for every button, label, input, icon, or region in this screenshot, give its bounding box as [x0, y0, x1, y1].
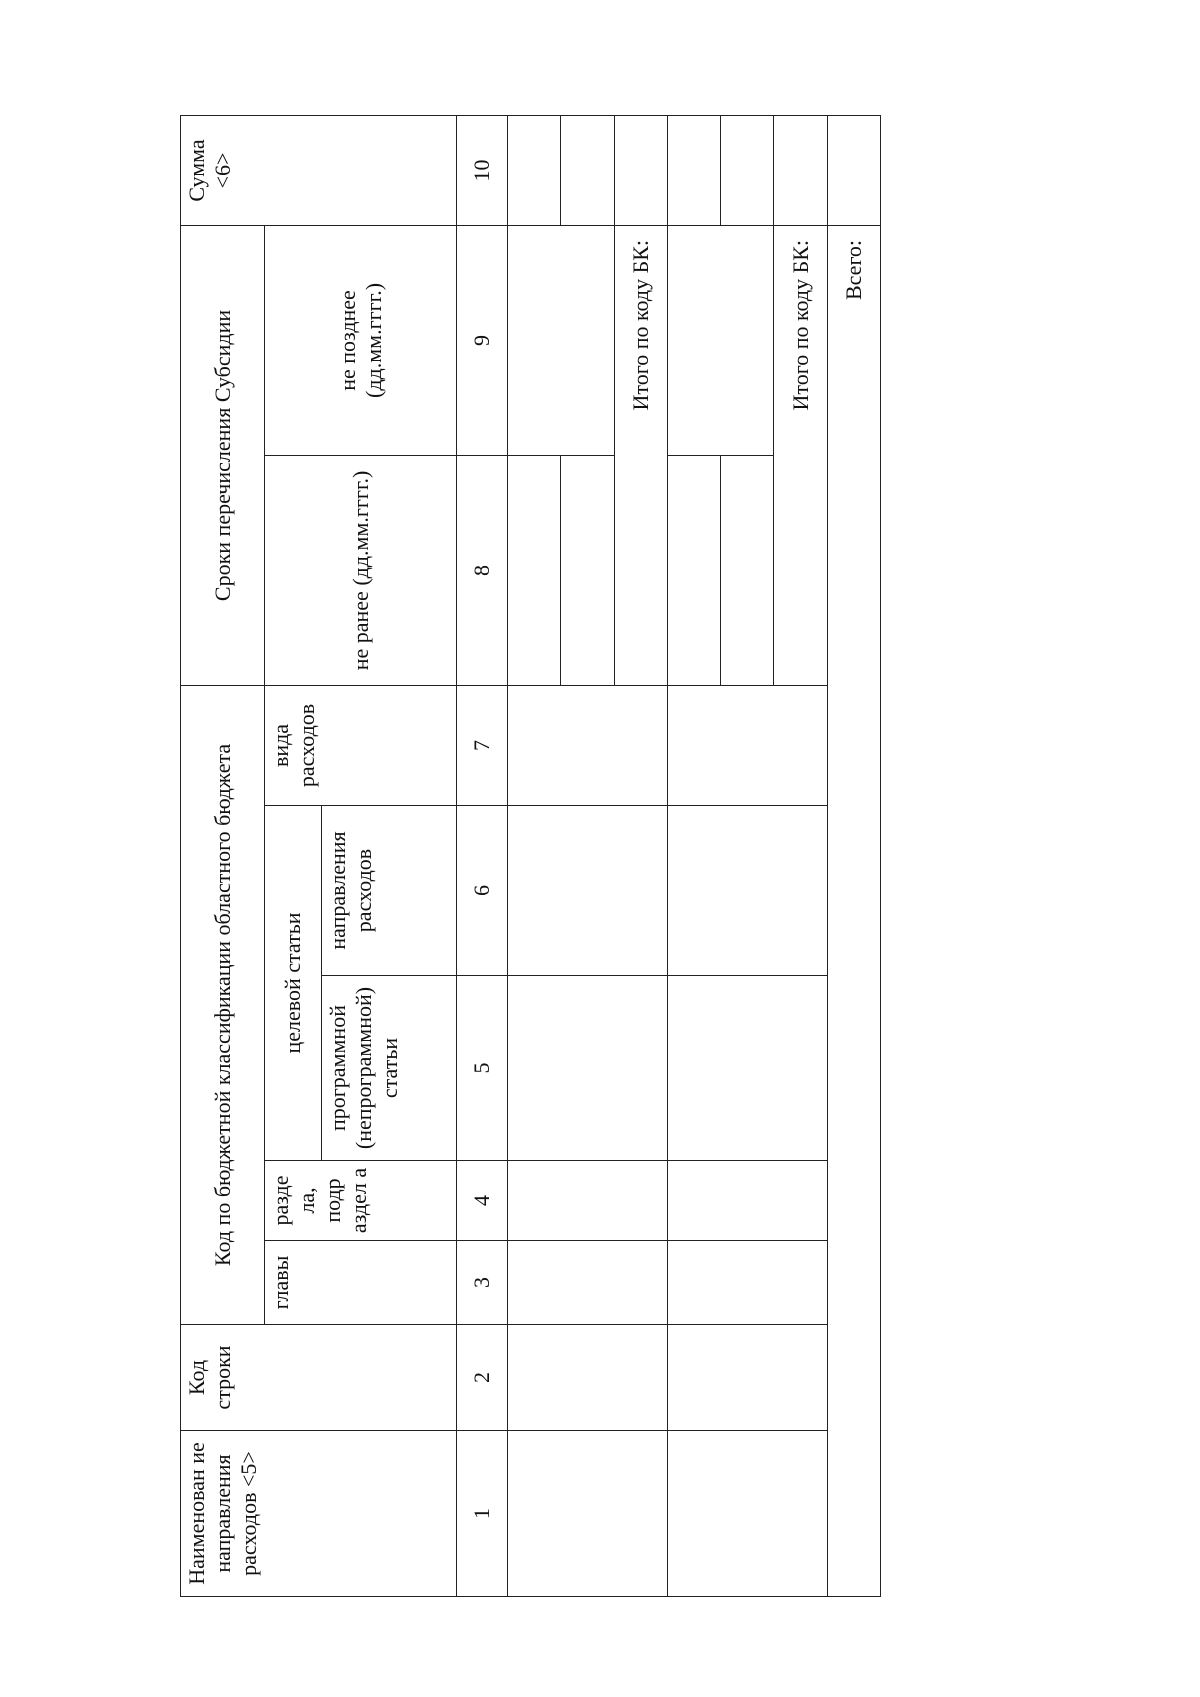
column-number: 6 [456, 806, 507, 976]
expense-type-cell [667, 685, 827, 805]
not-earlier-cell [721, 455, 774, 685]
program-article-cell [667, 976, 827, 1161]
grand-total-label: Всего: [827, 225, 880, 1596]
header-line-code: Код строки [181, 1325, 457, 1431]
header-row-1 [181, 115, 265, 1596]
name-cell [508, 1431, 668, 1597]
column-number: 4 [456, 1161, 507, 1241]
table-row [508, 115, 561, 1596]
subtotal-label: Итого по коду БК: [774, 225, 827, 685]
subsidy-schedule-table [180, 115, 881, 1597]
grand-total-row [827, 115, 880, 1596]
sum-cell [508, 115, 561, 225]
header-expense-type: вида расходов [265, 685, 457, 805]
column-number: 5 [456, 976, 507, 1161]
header-target-article: целевой статьи [265, 806, 321, 1161]
column-numbers-row [456, 115, 507, 1596]
header-expense-direction: направления расходов [321, 806, 456, 976]
sum-cell [667, 115, 720, 225]
header-not-earlier: не ранее (дд.мм.гггг.) [265, 455, 457, 685]
header-chapter: главы [265, 1241, 457, 1325]
subtotal-label: Итого по коду БК: [614, 225, 667, 685]
chapter-cell [508, 1241, 668, 1325]
section-cell [667, 1161, 827, 1241]
line-code-cell [508, 1325, 668, 1431]
not-later-cell [667, 225, 774, 455]
not-later-cell [508, 225, 615, 455]
header-transfer-terms: Сроки перечисления Субсидии [181, 225, 265, 685]
not-earlier-cell [667, 455, 720, 685]
sum-cell [721, 115, 774, 225]
header-not-later: не позднее (дд.мм.гггг.) [265, 225, 457, 455]
expense-type-cell [508, 685, 668, 805]
name-cell [667, 1431, 827, 1597]
line-code-cell [667, 1325, 827, 1431]
grand-total-sum-cell [827, 115, 880, 225]
subtotal-sum-cell [614, 115, 667, 225]
column-number: 10 [456, 115, 507, 225]
chapter-cell [667, 1241, 827, 1325]
header-bk-code: Код по бюджетной классификации областного бюджета [181, 685, 265, 1324]
expense-direction-cell [508, 806, 668, 976]
header-name: Наименован ие направления расходов <5> [181, 1431, 457, 1597]
column-number: 9 [456, 225, 507, 455]
subtotal-sum-cell [774, 115, 827, 225]
expense-direction-cell [667, 806, 827, 976]
header-section: разде ла, подр аздел а [265, 1161, 457, 1241]
column-number: 3 [456, 1241, 507, 1325]
not-earlier-cell [561, 455, 614, 685]
table-row [667, 115, 720, 1596]
column-number: 8 [456, 455, 507, 685]
program-article-cell [508, 976, 668, 1161]
rotated-page [180, 116, 881, 1597]
header-sum: Сумма <6> [181, 115, 457, 225]
column-number: 7 [456, 685, 507, 805]
not-earlier-cell [508, 455, 561, 685]
section-cell [508, 1161, 668, 1241]
header-program-article: программной (непрограммной) статьи [321, 976, 456, 1161]
column-number: 1 [456, 1431, 507, 1597]
sum-cell [561, 115, 614, 225]
column-number: 2 [456, 1325, 507, 1431]
